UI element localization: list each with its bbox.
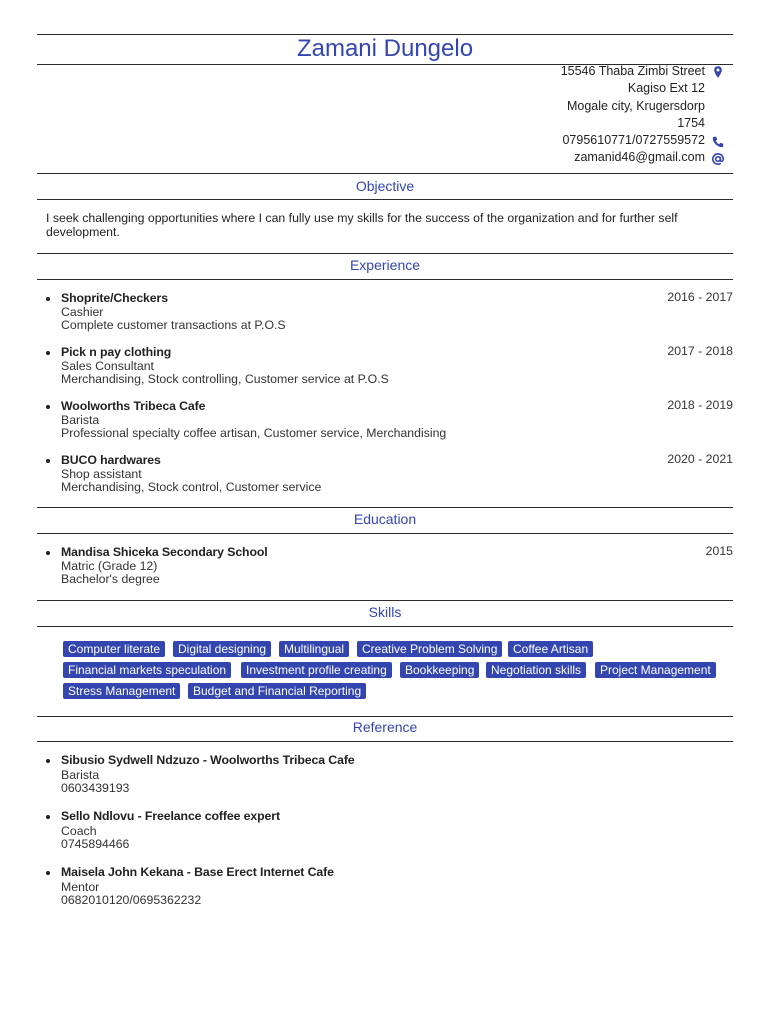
experience-company: Shoprite/Checkers (61, 291, 168, 305)
reference-name: Sello Ndlovu - Freelance coffee expert (61, 809, 280, 823)
bullet (46, 759, 50, 763)
experience-description: Complete customer transactions at P.O.S (61, 318, 286, 333)
skill-tag: Multilingual (279, 641, 349, 657)
phone-icon (711, 135, 725, 149)
address-line-3: Mogale city, Krugersdorp (566, 98, 705, 113)
experience-dates: 2018 - 2019 (667, 398, 733, 412)
experience-description: Professional specialty coffee artisan, Customer service, Merchandising (61, 426, 447, 441)
experience-dates: 2016 - 2017 (667, 290, 733, 304)
skill-tag: Digital designing (173, 641, 271, 657)
bullet (46, 459, 50, 463)
address-line-1: 15546 Thaba Zimbi Street (560, 64, 705, 78)
education-school: Mandisa Shiceka Secondary School (61, 545, 268, 559)
experience-item (61, 292, 733, 333)
skills-heading: Skills (368, 604, 402, 620)
skill-tag: Negotiation skills (486, 662, 586, 678)
experience-company: BUCO hardwares (61, 453, 161, 467)
skill-tag: Coffee Artisan (508, 641, 593, 657)
objective-rule-bottom (37, 199, 733, 200)
experience-role: Sales Consultant (61, 358, 154, 373)
education-qualification: Matric (Grade 12) (61, 558, 158, 573)
experience-dates: 2020 - 2021 (667, 452, 733, 466)
email-address: zamanid46@gmail.com (574, 150, 705, 165)
reference-item (61, 810, 733, 852)
reference-role: Mentor (61, 879, 100, 894)
experience-role: Cashier (61, 304, 104, 319)
skill-tag: Budget and Financial Reporting (188, 683, 366, 699)
skill-tag: Investment profile creating (241, 662, 392, 678)
experience-description: Merchandising, Stock control, Customer service (61, 480, 322, 495)
objective-rule-top (37, 173, 733, 174)
reference-rule-top (37, 716, 733, 717)
experience-item (61, 400, 733, 441)
bullet (46, 871, 50, 875)
experience-item (61, 454, 733, 495)
skill-tag: Creative Problem Solving (357, 641, 502, 657)
contact-block (561, 63, 705, 167)
skill-tag: Stress Management (63, 683, 180, 699)
experience-company: Pick n pay clothing (61, 345, 172, 359)
reference-phone: 0603439193 (61, 781, 130, 796)
experience-dates: 2017 - 2018 (667, 344, 733, 358)
reference-phone: 0745894466 (61, 837, 130, 852)
skill-tag: Project Management (595, 662, 716, 678)
skill-tag: Computer literate (63, 641, 165, 657)
education-item (61, 546, 733, 587)
reference-phone: 0682010120/0695362232 (61, 893, 202, 908)
objective-heading: Objective (355, 178, 415, 194)
skill-tag: Financial markets speculation (63, 662, 231, 678)
skills-rule-top (37, 600, 733, 601)
reference-name: Sibusio Sydwell Ndzuzo - Woolworths Tribeca Cafe (61, 753, 355, 767)
experience-description: Merchandising, Stock controlling, Customer service at P.O.S (61, 372, 389, 387)
experience-rule-top (37, 253, 733, 254)
education-rule-bottom (37, 533, 733, 534)
reference-role: Barista (61, 767, 100, 782)
education-degree: Bachelor's degree (61, 572, 160, 587)
candidate-name: Zamani Dungelo (296, 35, 474, 62)
education-heading: Education (353, 511, 417, 527)
reference-rule-bottom (37, 741, 733, 742)
address-line-2: Kagiso Ext 12 (627, 81, 705, 96)
bullet (46, 551, 50, 555)
experience-rule-bottom (37, 279, 733, 280)
phone-number: 0795610771/0727559572 (562, 133, 705, 148)
skill-tag: Bookkeeping (400, 662, 479, 678)
experience-company: Woolworths Tribeca Cafe (61, 399, 206, 413)
experience-role: Barista (61, 412, 100, 427)
education-rule-top (37, 507, 733, 508)
reference-item (61, 754, 733, 796)
education-year: 2015 (705, 544, 733, 558)
location-pin-icon (711, 65, 725, 79)
reference-role: Coach (61, 823, 97, 838)
reference-name: Maisela John Kekana - Base Erect Internet Cafe (61, 865, 334, 879)
reference-item (61, 866, 733, 908)
experience-item (61, 346, 733, 387)
bullet (46, 815, 50, 819)
objective-text: I seek challenging opportunities where I can fully use my skills for the success of the organization and for further self development. (46, 211, 678, 239)
bullet (46, 405, 50, 409)
reference-heading: Reference (352, 719, 418, 735)
bullet (46, 351, 50, 355)
address-line-4: 1754 (677, 115, 705, 130)
experience-heading: Experience (349, 257, 421, 273)
experience-role: Shop assistant (61, 466, 142, 481)
at-sign-icon (711, 152, 725, 166)
skills-rule-bottom (37, 626, 733, 627)
bullet (46, 297, 50, 301)
